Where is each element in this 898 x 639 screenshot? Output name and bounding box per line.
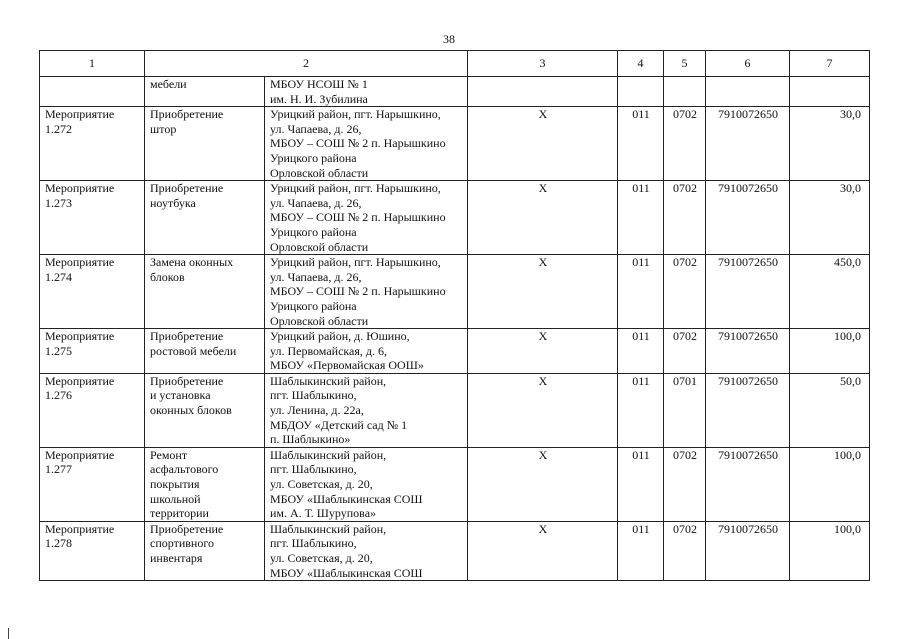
cell-col7: 100,0 <box>790 329 870 374</box>
name-cell <box>145 107 265 181</box>
header-cell-2: 2 <box>145 51 468 77</box>
cell-col3: X <box>468 255 618 329</box>
event-cell <box>40 107 145 181</box>
table-row <box>40 255 870 329</box>
cell-col6: 7910072650 <box>706 181 790 255</box>
cell-col6: 7910072650 <box>706 255 790 329</box>
text-line: 1.272 <box>45 121 72 136</box>
event-cell <box>40 447 145 521</box>
text-line: Приобретение <box>150 181 224 196</box>
name-cell <box>145 373 265 447</box>
text-line: ул. Советская, д. 20, <box>270 477 373 492</box>
cell-col4: 011 <box>618 521 664 580</box>
address-cell <box>265 255 468 329</box>
text-line: Ремонт <box>150 447 188 462</box>
text-line: ул. Чапаева, д. 26, <box>270 269 362 284</box>
text-line: МБДОУ «Детский сад № 1 <box>270 417 408 432</box>
text-line: 1.273 <box>45 195 72 210</box>
events-table <box>39 50 870 581</box>
text-line: 1.274 <box>45 269 72 284</box>
text-line: МБОУ НСОШ № 1 <box>270 77 368 91</box>
address-cell <box>265 373 468 447</box>
cell-col6: 7910072650 <box>706 447 790 521</box>
header-cell-6: 6 <box>706 51 790 77</box>
text-line: Мероприятие <box>45 521 115 536</box>
cell-col3: X <box>468 329 618 374</box>
name-cell <box>145 77 265 107</box>
text-line: Замена оконных <box>150 255 234 270</box>
text-line: мебели <box>150 77 187 91</box>
header-row <box>40 51 870 77</box>
cell-col7: 450,0 <box>790 255 870 329</box>
cell-col7: 50,0 <box>790 373 870 447</box>
cell-col4: 011 <box>618 447 664 521</box>
header-cell-5: 5 <box>664 51 706 77</box>
text-line: Орловской области <box>270 165 369 180</box>
page-number: 38 <box>443 32 455 46</box>
text-line: МБОУ «Шаблыкинская СОШ <box>270 491 423 506</box>
text-line: штор <box>150 121 177 136</box>
text-line: МБОУ – СОШ № 2 п. Нарышкино <box>270 136 446 151</box>
event-cell <box>40 77 145 107</box>
cell-col5: 0701 <box>664 373 706 447</box>
text-line: территории <box>150 506 209 521</box>
text-line: ул. Чапаева, д. 26, <box>270 195 362 210</box>
cell-col5: 0702 <box>664 181 706 255</box>
cell-col5: 0702 <box>664 107 706 181</box>
event-cell <box>40 373 145 447</box>
cell-col4: 011 <box>618 255 664 329</box>
cell-col5: 0702 <box>664 521 706 580</box>
cell-col4: 011 <box>618 181 664 255</box>
text-line: инвентаря <box>150 551 203 565</box>
address-cell <box>265 107 468 181</box>
cell-col4: 011 <box>618 107 664 181</box>
text-line: Урицкого района <box>270 224 357 239</box>
address-cell <box>265 521 468 580</box>
cell-col6 <box>706 77 790 107</box>
address-cell <box>265 77 468 107</box>
name-cell <box>145 181 265 255</box>
table-row <box>40 521 870 580</box>
event-cell <box>40 181 145 255</box>
cell-col3: X <box>468 521 618 580</box>
text-line: п. Шаблыкино» <box>270 432 351 447</box>
cell-col6: 7910072650 <box>706 373 790 447</box>
text-line: ростовой мебели <box>150 343 237 358</box>
text-line: 1.275 <box>45 343 72 358</box>
text-line: 1.277 <box>45 462 72 477</box>
name-cell <box>145 255 265 329</box>
header-cell-4: 4 <box>618 51 664 77</box>
text-line: Орловской области <box>270 313 369 328</box>
text-line: Мероприятие <box>45 181 115 196</box>
header-cell-1: 1 <box>40 51 145 77</box>
text-line: пгт. Шаблыкино, <box>270 462 357 477</box>
event-cell <box>40 329 145 374</box>
header-cell-7: 7 <box>790 51 870 77</box>
cell-col5 <box>664 77 706 107</box>
text-line: Орловской области <box>270 239 369 254</box>
text-line: МБОУ «Шаблыкинская СОШ <box>270 565 423 580</box>
text-line: ул. Первомайская, д. 6, <box>270 343 387 358</box>
text-line: МБОУ – СОШ № 2 п. Нарышкино <box>270 284 446 299</box>
text-line: Урицкого района <box>270 298 357 313</box>
text-line: Урицкий район, пгт. Нарышкино, <box>270 107 441 122</box>
text-line: асфальтового <box>150 462 219 477</box>
text-line: ул. Советская, д. 20, <box>270 551 373 565</box>
cell-col7: 100,0 <box>790 447 870 521</box>
text-line: Шаблыкинский район, <box>270 373 387 388</box>
text-line: МБОУ – СОШ № 2 п. Нарышкино <box>270 210 446 225</box>
event-cell <box>40 255 145 329</box>
text-line: Урицкий район, пгт. Нарышкино, <box>270 255 441 270</box>
text-line: Приобретение <box>150 329 224 344</box>
cell-col6: 7910072650 <box>706 521 790 580</box>
text-line: пгт. Шаблыкино, <box>270 388 357 403</box>
text-line: им. А. Т. Шурупова» <box>270 506 377 521</box>
cell-col4: 011 <box>618 329 664 374</box>
table-row <box>40 373 870 447</box>
text-line: Приобретение <box>150 521 224 536</box>
cell-col4: 011 <box>618 373 664 447</box>
address-cell <box>265 181 468 255</box>
text-line: пгт. Шаблыкино, <box>270 536 357 551</box>
cell-col3: X <box>468 181 618 255</box>
text-line: Урицкий район, д. Юшино, <box>270 329 410 344</box>
text-line: Приобретение <box>150 373 224 388</box>
name-cell <box>145 447 265 521</box>
text-line: покрытия <box>150 477 200 492</box>
text-line: Шаблыкинский район, <box>270 521 387 536</box>
cell-col5: 0702 <box>664 329 706 374</box>
cell-col5: 0702 <box>664 447 706 521</box>
cell-col7 <box>790 77 870 107</box>
cell-col3 <box>468 77 618 107</box>
text-line: оконных блоков <box>150 403 232 418</box>
name-cell <box>145 521 265 580</box>
text-line: школьной <box>150 491 201 506</box>
text-line: МБОУ «Первомайская ООШ» <box>270 358 424 373</box>
cell-col7: 30,0 <box>790 107 870 181</box>
text-line: 1.276 <box>45 388 72 403</box>
text-line: им. Н. И. Зубилина <box>270 91 368 106</box>
text-line: Мероприятие <box>45 107 115 122</box>
text-line: Приобретение <box>150 107 224 122</box>
text-line: Урицкого района <box>270 150 357 165</box>
text-line: ул. Ленина, д. 22а, <box>270 403 364 418</box>
cell-col4 <box>618 77 664 107</box>
cell-col3: X <box>468 107 618 181</box>
header-cell-3: 3 <box>468 51 618 77</box>
text-line: Мероприятие <box>45 329 115 344</box>
table-row <box>40 77 870 107</box>
table-row <box>40 181 870 255</box>
event-cell <box>40 521 145 580</box>
address-cell <box>265 329 468 374</box>
cell-col6: 7910072650 <box>706 329 790 374</box>
text-line: 1.278 <box>45 536 72 551</box>
cell-col7: 100,0 <box>790 521 870 580</box>
cell-col5: 0702 <box>664 255 706 329</box>
text-line: Мероприятие <box>45 373 115 388</box>
table-row <box>40 107 870 181</box>
text-line: Мероприятие <box>45 255 115 270</box>
text-line: Урицкий район, пгт. Нарышкино, <box>270 181 441 196</box>
text-line: ул. Чапаева, д. 26, <box>270 121 362 136</box>
cell-col7: 30,0 <box>790 181 870 255</box>
scan-edge-mark <box>8 628 9 639</box>
text-line: блоков <box>150 269 185 284</box>
cell-col3: X <box>468 373 618 447</box>
text-line: и установка <box>150 388 211 403</box>
name-cell <box>145 329 265 374</box>
text-line: спортивного <box>150 536 214 551</box>
address-cell <box>265 447 468 521</box>
table-row <box>40 329 870 374</box>
cell-col6: 7910072650 <box>706 107 790 181</box>
text-line: Шаблыкинский район, <box>270 447 387 462</box>
cell-col3: X <box>468 447 618 521</box>
table-row <box>40 447 870 521</box>
text-line: Мероприятие <box>45 447 115 462</box>
text-line: ноутбука <box>150 195 196 210</box>
